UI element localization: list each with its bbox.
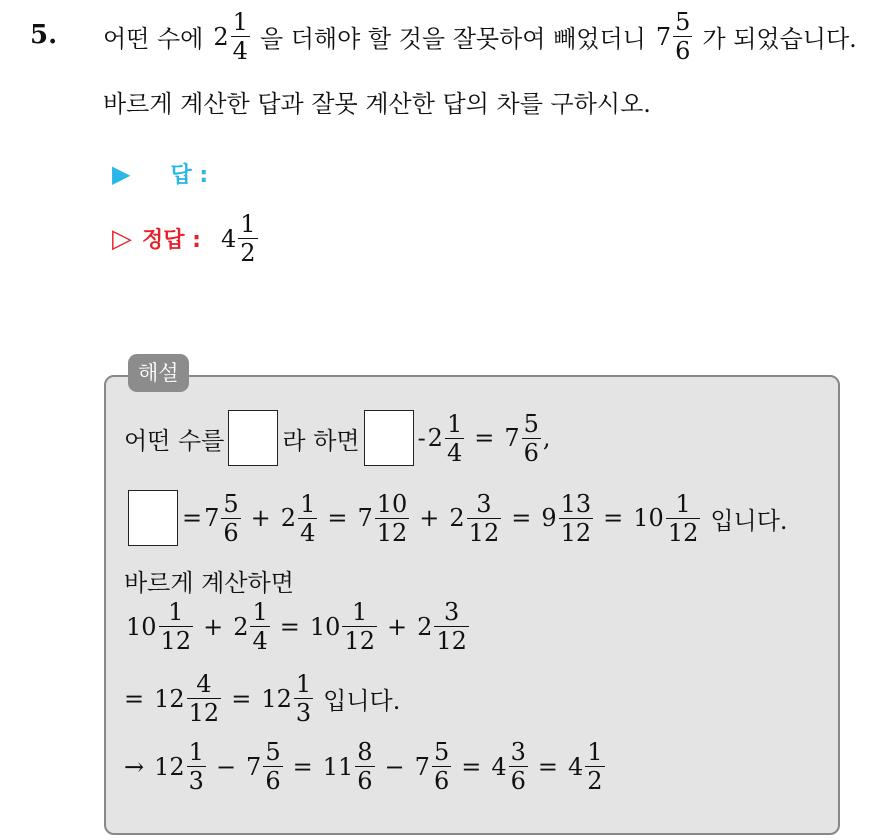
numerator: 5: [265, 738, 281, 766]
equals-sign: =: [124, 684, 145, 713]
mixed-whole: 2: [280, 504, 297, 532]
mixed-whole: 7: [357, 504, 373, 532]
numerator: 1: [300, 489, 316, 518]
equals-sign: =: [537, 752, 558, 781]
mixed-whole: 7: [414, 752, 430, 781]
fraction: [375, 489, 410, 547]
mixed-whole: 10: [309, 612, 341, 641]
mixed-whole: 10: [126, 612, 157, 641]
mixed-whole: 7: [204, 504, 220, 532]
mixed-whole: 2: [233, 612, 249, 641]
plus-sign: +: [203, 612, 224, 641]
explanation-line-1: [124, 410, 551, 466]
denominator: 6: [223, 518, 239, 547]
denominator: 12: [344, 627, 375, 655]
explanation-line-4: [124, 600, 471, 653]
denominator: 3: [188, 767, 204, 795]
fraction: [585, 740, 604, 793]
numerator: 8: [357, 738, 373, 766]
mixed-whole: 4: [568, 752, 584, 781]
denominator: 4: [446, 438, 463, 467]
numerator: 1: [675, 489, 691, 518]
right-arrow-icon: →: [124, 752, 145, 781]
denominator: 6: [675, 37, 691, 65]
explanation-tab: 해설: [128, 354, 189, 392]
denominator: 6: [510, 767, 526, 795]
minus-sign: −: [384, 752, 405, 781]
numerator: 5: [433, 738, 450, 766]
play-arrow-icon: ▶: [112, 159, 131, 188]
answer-label: 답 :: [170, 163, 209, 188]
denominator: 4: [252, 627, 268, 655]
question-text-part3: 가 되었습니다.: [702, 25, 857, 53]
text: 어떤 수를: [124, 426, 225, 455]
mixed-whole: 11: [322, 752, 354, 781]
fraction: [522, 409, 541, 467]
denominator: 4: [232, 37, 248, 65]
minus-sign: -: [417, 424, 426, 452]
fraction: [467, 489, 502, 547]
fraction: [263, 740, 282, 793]
plus-sign: +: [419, 504, 440, 532]
equals-sign: =: [603, 504, 624, 532]
denominator: 12: [667, 518, 699, 547]
mixed-whole: 4: [220, 224, 237, 253]
equals-sign: =: [292, 752, 313, 781]
mixed-whole: 9: [541, 504, 557, 532]
text: 입니다.: [710, 506, 788, 535]
question-text-part2: 을 더해야 할 것을 잘못하여 빼었더니: [259, 25, 646, 53]
numerator: 1: [352, 598, 368, 626]
correct-answer-row: [112, 212, 260, 265]
numerator: 3: [443, 598, 460, 626]
numerator: 13: [560, 489, 592, 518]
denominator: 2: [587, 767, 603, 795]
explanation-line-2: [124, 490, 788, 546]
text: 라 하면: [282, 426, 360, 455]
denominator: 6: [265, 767, 281, 795]
mixed-whole: 2: [417, 612, 433, 641]
blank-box: [128, 490, 178, 546]
numerator: 1: [232, 8, 248, 36]
denominator: 12: [468, 518, 500, 547]
numerator: 4: [196, 670, 212, 698]
denominator: 6: [433, 767, 450, 795]
fraction: [445, 409, 464, 467]
fraction: [509, 740, 528, 793]
denominator: 6: [523, 438, 539, 467]
numerator: 1: [188, 738, 204, 766]
equals-sign: =: [279, 612, 300, 641]
question-text-part1: 어떤 수에: [103, 25, 204, 53]
fraction: [221, 489, 240, 547]
mixed-whole: 7: [504, 424, 520, 452]
fraction: [231, 10, 250, 63]
fraction: [298, 489, 317, 547]
denominator: 4: [300, 518, 316, 547]
blank-box: [364, 410, 414, 466]
mixed-whole: 7: [246, 752, 262, 781]
numerator: 1: [240, 210, 256, 238]
denominator: 12: [436, 627, 467, 655]
denominator: 12: [376, 518, 408, 547]
numerator: 1: [295, 670, 312, 698]
explanation-line-6: [124, 740, 607, 793]
denominator: 2: [240, 239, 256, 267]
plus-sign: +: [386, 612, 408, 641]
numerator: 5: [523, 409, 539, 438]
fraction: [187, 740, 206, 793]
mixed-whole: 2: [213, 22, 229, 51]
text: 입니다.: [323, 687, 401, 715]
numerator: 10: [376, 489, 408, 518]
denominator: 12: [160, 627, 192, 655]
numerator: 3: [476, 489, 492, 518]
fraction: [355, 740, 374, 793]
question-line-2: 바르게 계산한 답과 잘못 계산한 답의 차를 구하시오.: [103, 90, 651, 118]
mixed-whole: 12: [154, 684, 185, 713]
fraction: [187, 672, 222, 725]
minus-sign: −: [215, 752, 237, 781]
mixed-whole: 2: [449, 504, 465, 532]
denominator: 12: [560, 518, 592, 547]
fraction: [342, 600, 377, 653]
numerator: 5: [675, 8, 691, 36]
numerator: 1: [168, 598, 184, 626]
numerator: 1: [446, 409, 463, 438]
fraction: [666, 489, 701, 547]
mixed-whole: 12: [154, 752, 185, 781]
fraction: [559, 489, 594, 547]
denominator: 12: [188, 699, 220, 727]
numerator: 3: [510, 738, 526, 766]
answer-row: [112, 158, 208, 189]
mixed-whole: 10: [633, 504, 664, 532]
fraction: [673, 10, 692, 63]
question-line-1: [103, 10, 857, 63]
denominator: 6: [357, 767, 373, 795]
fraction: [250, 600, 269, 653]
mixed-whole: 4: [491, 752, 507, 781]
correct-answer-label: 정답 :: [142, 228, 201, 253]
equals-sign: =: [511, 504, 532, 532]
equals-sign: =: [474, 424, 495, 452]
fraction: [432, 740, 451, 793]
equals-sign: =: [182, 504, 203, 532]
explanation-line-3: 바르게 계산하면: [124, 569, 294, 597]
fraction: [238, 212, 257, 265]
numerator: 1: [252, 598, 268, 626]
denominator: 3: [295, 699, 312, 727]
plus-sign: +: [250, 504, 271, 532]
blank-box: [228, 410, 278, 466]
numerator: 5: [223, 489, 239, 518]
fraction: [159, 600, 194, 653]
question-number: 5.: [30, 20, 58, 50]
equals-sign: =: [327, 504, 348, 532]
outline-arrow-icon: ▷: [112, 223, 132, 254]
fraction: [294, 672, 313, 725]
numerator: 1: [587, 738, 603, 766]
explanation-line-5: [124, 672, 400, 725]
comma: ,: [542, 424, 551, 452]
equals-sign: =: [461, 752, 482, 781]
mixed-whole: 7: [655, 22, 672, 51]
fraction: [434, 600, 469, 653]
equals-sign: =: [231, 684, 252, 713]
mixed-whole: 12: [261, 684, 292, 713]
mixed-whole: 2: [427, 424, 443, 452]
